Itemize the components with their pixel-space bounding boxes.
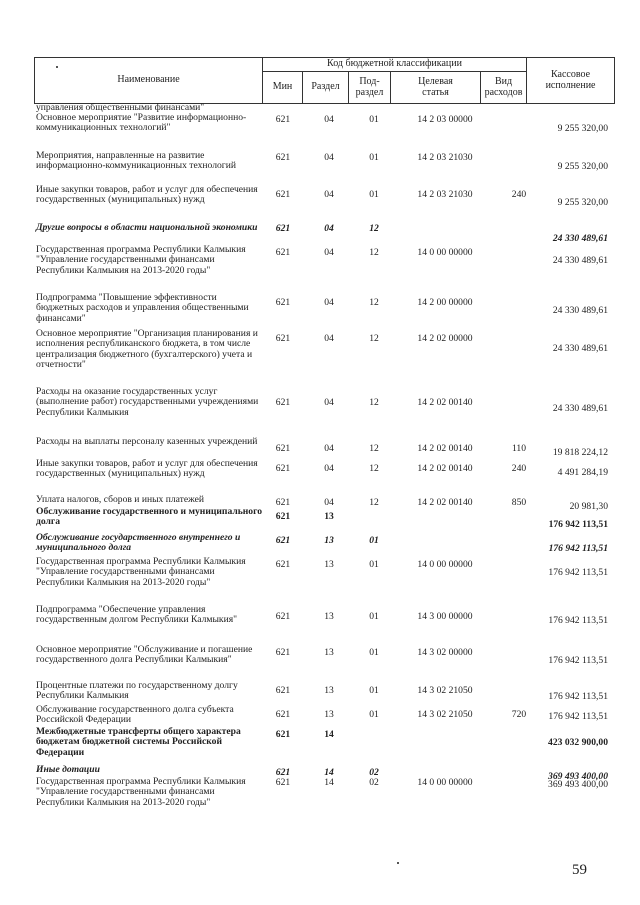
- row-min: 621: [275, 777, 291, 788]
- row-name: Основное мероприятие "Организация планирования и исполнения республиканского бюджета, в том числе централизация бюджетного (бухгалтерского) учета и отчетности": [36, 328, 258, 371]
- header-kassa: Кассовое исполнение: [527, 58, 615, 104]
- table-body: [36, 103, 616, 823]
- row-min: 621: [275, 333, 291, 344]
- row-celevaya: 14 2 03 21030: [417, 189, 473, 200]
- table-row: [36, 645, 616, 681]
- row-sum: 176 942 113,51: [548, 711, 608, 722]
- row-razdel: 13: [324, 611, 334, 622]
- row-razdel: 14: [324, 767, 334, 778]
- row-podrazdel: 12: [369, 297, 379, 308]
- row-min: 621: [275, 729, 291, 740]
- row-name: управления общественными финансами": [36, 102, 205, 113]
- row-razdel: 04: [324, 443, 334, 454]
- row-razdel: 04: [324, 247, 334, 258]
- row-sum: 20 981,30: [569, 501, 608, 512]
- row-sum: 24 330 489,61: [552, 403, 608, 414]
- table-row: [36, 777, 616, 823]
- row-name: Иные закупки товаров, работ и услуг для обеспечения государственных (муниципальных) нужд: [36, 184, 258, 206]
- row-podrazdel: 01: [369, 152, 379, 163]
- row-podrazdel: 02: [369, 777, 379, 788]
- row-podrazdel: 01: [369, 114, 379, 125]
- row-razdel: 13: [324, 511, 334, 522]
- row-sum: 176 942 113,51: [548, 655, 608, 666]
- row-podrazdel: 12: [369, 333, 379, 344]
- row-name: Государственная программа Республики Калмыкия "Управление государственными финансами Республики Калмыкия на 2013-2020 годы": [36, 244, 246, 276]
- table-row: [36, 533, 616, 557]
- row-razdel: 13: [324, 535, 334, 546]
- row-razdel: 13: [324, 647, 334, 658]
- row-podrazdel: 12: [369, 397, 379, 408]
- row-razdel: 04: [324, 152, 334, 163]
- table-row: [36, 437, 616, 459]
- row-sum: 24 330 489,61: [552, 255, 608, 266]
- row-min: 621: [275, 559, 291, 570]
- table-row: [36, 681, 616, 705]
- row-min: 621: [275, 152, 291, 163]
- row-vid: 850: [511, 497, 527, 508]
- row-sum: 9 255 320,00: [557, 197, 608, 208]
- row-celevaya: 14 2 02 00140: [417, 463, 473, 474]
- row-podrazdel: 12: [369, 247, 379, 258]
- row-sum: 176 942 113,51: [548, 543, 608, 554]
- row-min: 621: [275, 511, 291, 522]
- header-group: Код бюджетной классификации: [263, 58, 527, 72]
- row-name: Государственная программа Республики Калмыкия "Управление государственными финансами Республики Калмыкия на 2013-2020 годы": [36, 556, 246, 588]
- row-name: Обслуживание государственного и муниципального долга: [36, 506, 263, 528]
- row-name: Подпрограмма "Повышение эффективности бюджетных расходов и управления общественными финансами": [36, 292, 249, 324]
- scan-mark: [397, 862, 399, 864]
- row-name: Уплата налогов, сборов и иных платежей: [36, 494, 205, 505]
- row-celevaya: 14 0 00 00000: [417, 777, 473, 788]
- row-name: Основное мероприятие "Обслуживание и погашение государственного долга Республики Калмыкия": [36, 644, 253, 666]
- table-row: [36, 185, 616, 223]
- table-row: [36, 329, 616, 387]
- row-sum: 176 942 113,51: [548, 519, 608, 530]
- row-name: Межбюджетные трансферты общего характера бюджетам бюджетной системы Российской Федерации: [36, 726, 241, 758]
- row-razdel: 14: [324, 729, 334, 740]
- row-min: 621: [275, 189, 291, 200]
- row-razdel: 04: [324, 463, 334, 474]
- row-vid: 720: [511, 709, 527, 720]
- row-name: Другие вопросы в области национальной экономики: [36, 222, 258, 233]
- header-razdel: Раздел: [303, 72, 349, 104]
- row-min: 621: [275, 497, 291, 508]
- row-name: Мероприятия, направленные на развитие информационно-коммуникационных технологий: [36, 150, 236, 172]
- row-celevaya: 14 2 02 00140: [417, 397, 473, 408]
- table-row: [36, 223, 616, 245]
- header-celevaya: Целевая статья: [391, 72, 481, 104]
- row-sum: 369 493 400,00: [548, 771, 608, 782]
- header-podrazdel: Под- раздел: [349, 72, 391, 104]
- row-podrazdel: 01: [369, 709, 379, 720]
- row-vid: 240: [511, 463, 527, 474]
- row-razdel: 04: [324, 397, 334, 408]
- row-podrazdel: 01: [369, 611, 379, 622]
- row-name: Расходы на выплаты персоналу казенных учреждений: [36, 436, 258, 447]
- row-celevaya: 14 2 02 00000: [417, 333, 473, 344]
- row-name: Иные закупки товаров, работ и услуг для обеспечения государственных (муниципальных) нужд: [36, 458, 258, 480]
- row-razdel: 04: [324, 333, 334, 344]
- row-sum: 423 032 900,00: [548, 737, 608, 748]
- row-min: 621: [275, 297, 291, 308]
- row-podrazdel: 12: [369, 443, 379, 454]
- row-sum: 24 330 489,61: [552, 343, 608, 354]
- row-celevaya: 14 0 00 00000: [417, 247, 473, 258]
- table-row: [36, 151, 616, 185]
- row-name: Процентные платежи по государственному долгу Республики Калмыкия: [36, 680, 238, 702]
- table-row: [36, 387, 616, 437]
- row-name: Государственная программа Республики Калмыкия "Управление государственными финансами Республики Калмыкия на 2013-2020 годы": [36, 776, 246, 808]
- row-celevaya: 14 2 03 21030: [417, 152, 473, 163]
- row-celevaya: 14 3 00 00000: [417, 611, 473, 622]
- row-name: Расходы на оказание государственных услуг (выполнение работ) государственными учреждениями Республики Калмыкия: [36, 386, 259, 418]
- row-vid: 240: [511, 189, 527, 200]
- row-sum: 176 942 113,51: [548, 691, 608, 702]
- row-podrazdel: 01: [369, 535, 379, 546]
- row-name: Подпрограмма "Обеспечение управления государственным долгом Республики Калмыкия": [36, 604, 238, 626]
- row-sum: 369 493 400,00: [548, 779, 608, 790]
- row-podrazdel: 12: [369, 223, 379, 234]
- table-row: [36, 507, 616, 533]
- row-celevaya: 14 2 03 00000: [417, 114, 473, 125]
- row-razdel: 04: [324, 223, 334, 234]
- row-name: Иные дотации: [36, 764, 100, 775]
- row-razdel: 14: [324, 777, 334, 788]
- row-sum: 19 818 224,12: [552, 447, 608, 458]
- row-min: 621: [275, 247, 291, 258]
- header-vid: Вид расходов: [481, 72, 527, 104]
- row-razdel: 04: [324, 114, 334, 125]
- row-podrazdel: 01: [369, 647, 379, 658]
- row-sum: 24 330 489,61: [552, 233, 608, 244]
- row-razdel: 13: [324, 559, 334, 570]
- row-min: 621: [275, 535, 291, 546]
- row-sum: 176 942 113,51: [548, 567, 608, 578]
- row-podrazdel: 01: [369, 189, 379, 200]
- table-header: [34, 57, 615, 104]
- row-celevaya: 14 3 02 21050: [417, 685, 473, 696]
- row-podrazdel: 12: [369, 497, 379, 508]
- row-celevaya: 14 3 02 21050: [417, 709, 473, 720]
- scan-mark: [56, 66, 58, 68]
- row-min: 621: [275, 114, 291, 125]
- row-razdel: 04: [324, 297, 334, 308]
- page-number: 59: [572, 862, 587, 878]
- row-sum: 9 255 320,00: [557, 123, 608, 134]
- row-sum: 4 491 284,19: [557, 467, 608, 478]
- row-podrazdel: 02: [369, 767, 379, 778]
- row-razdel: 13: [324, 685, 334, 696]
- table-row: [36, 605, 616, 645]
- row-min: 621: [275, 443, 291, 454]
- row-podrazdel: 01: [369, 685, 379, 696]
- table-row: [36, 727, 616, 765]
- row-razdel: 04: [324, 189, 334, 200]
- row-celevaya: 14 0 00 00000: [417, 559, 473, 570]
- row-name: Основное мероприятие "Развитие информационно-коммуникационных технологий": [36, 112, 247, 134]
- row-name: Обслуживание государственного долга субъекта Российской Федерации: [36, 704, 234, 726]
- row-vid: 110: [511, 443, 527, 454]
- row-min: 621: [275, 709, 291, 720]
- row-sum: 176 942 113,51: [548, 615, 608, 626]
- table-row: [36, 459, 616, 495]
- row-celevaya: 14 2 00 00000: [417, 297, 473, 308]
- header-name: Наименование: [35, 58, 263, 104]
- row-min: 621: [275, 685, 291, 696]
- table-row: [36, 293, 616, 329]
- table-row: [36, 113, 616, 151]
- row-min: 621: [275, 767, 291, 778]
- row-min: 621: [275, 463, 291, 474]
- row-razdel: 04: [324, 497, 334, 508]
- table-row: [36, 557, 616, 605]
- row-min: 621: [275, 223, 291, 234]
- row-celevaya: 14 3 02 00000: [417, 647, 473, 658]
- row-sum: 24 330 489,61: [552, 305, 608, 316]
- row-sum: 9 255 320,00: [557, 161, 608, 172]
- header-min: Мин: [263, 72, 303, 104]
- row-min: 621: [275, 397, 291, 408]
- row-celevaya: 14 2 02 00140: [417, 443, 473, 454]
- row-celevaya: 14 2 02 00140: [417, 497, 473, 508]
- row-podrazdel: 01: [369, 559, 379, 570]
- table-row: [36, 705, 616, 727]
- table-row: [36, 245, 616, 293]
- row-name: Обслуживание государственного внутреннего и муниципального долга: [36, 532, 241, 554]
- row-razdel: 13: [324, 709, 334, 720]
- row-podrazdel: 12: [369, 463, 379, 474]
- row-min: 621: [275, 647, 291, 658]
- row-min: 621: [275, 611, 291, 622]
